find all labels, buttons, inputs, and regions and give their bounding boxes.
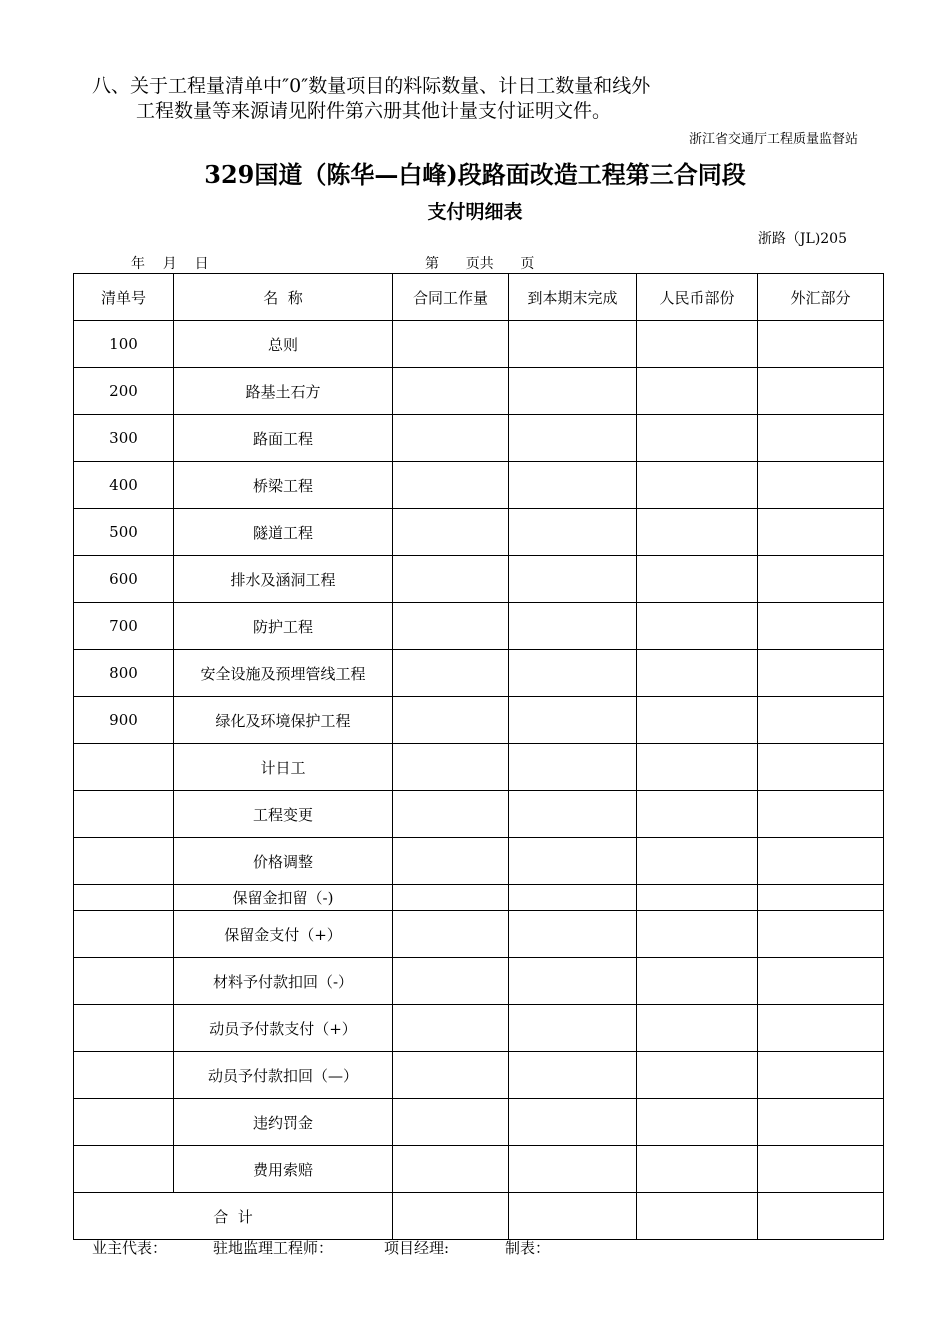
row-code	[74, 744, 174, 791]
table-cell	[509, 650, 637, 697]
header-foreign-portion: 外汇部分	[758, 274, 884, 321]
table-cell	[393, 415, 509, 462]
table-cell	[758, 838, 884, 885]
table-cell	[393, 697, 509, 744]
table-cell	[393, 556, 509, 603]
table-cell	[637, 1052, 758, 1099]
table-row	[74, 1005, 884, 1052]
table-cell	[393, 1052, 509, 1099]
table-cell	[758, 650, 884, 697]
table-cell	[393, 911, 509, 958]
table-cell	[509, 1052, 637, 1099]
row-name: 安全设施及预埋管线工程	[174, 650, 393, 697]
row-code: 400	[74, 462, 174, 509]
table-cell	[637, 911, 758, 958]
table-cell	[393, 958, 509, 1005]
table-cell	[393, 368, 509, 415]
table-cell	[758, 744, 884, 791]
row-name: 绿化及环境保护工程	[174, 697, 393, 744]
table-cell	[758, 697, 884, 744]
row-name: 总则	[174, 321, 393, 368]
table-row	[74, 744, 884, 791]
row-name: 工程变更	[174, 791, 393, 838]
table-cell	[509, 462, 637, 509]
table-cell	[393, 838, 509, 885]
table-cell	[758, 791, 884, 838]
project-manager-label: 项目经理:	[384, 1239, 450, 1257]
table-cell	[637, 697, 758, 744]
row-code	[74, 1005, 174, 1052]
header-code: 清单号	[74, 274, 174, 321]
table-row	[74, 415, 884, 462]
table-cell	[758, 1052, 884, 1099]
header-completed-to-date: 到本期末完成	[509, 274, 637, 321]
table-cell	[509, 744, 637, 791]
row-name: 路基土石方	[174, 368, 393, 415]
table-cell	[758, 556, 884, 603]
owner-representative-label: 业主代表：	[92, 1239, 168, 1257]
table-row	[74, 321, 884, 368]
row-code: 500	[74, 509, 174, 556]
table-row	[74, 650, 884, 697]
table-cell	[637, 1005, 758, 1052]
total-label: 合 计	[74, 1193, 393, 1240]
row-code: 900	[74, 697, 174, 744]
row-code	[74, 1099, 174, 1146]
table-cell	[758, 321, 884, 368]
table-cell	[393, 509, 509, 556]
table-row	[74, 697, 884, 744]
table-cell	[509, 321, 637, 368]
table-cell	[637, 744, 758, 791]
table-cell	[637, 368, 758, 415]
table-cell	[637, 838, 758, 885]
payment-detail-table	[73, 273, 884, 1240]
table-cell	[637, 415, 758, 462]
row-code: 700	[74, 603, 174, 650]
table-cell	[758, 911, 884, 958]
table-row	[74, 603, 884, 650]
table-cell	[509, 885, 637, 911]
table-cell	[509, 1005, 637, 1052]
table-cell	[637, 650, 758, 697]
row-code	[74, 958, 174, 1005]
table-cell	[758, 415, 884, 462]
note-line-1: 八、关于工程量清单中″0″数量项目的料际数量、计日工数量和线外	[92, 75, 651, 97]
table-row	[74, 1052, 884, 1099]
row-name: 材料予付款扣回（-）	[174, 958, 393, 1005]
table-cell	[637, 1146, 758, 1193]
table-cell	[509, 1146, 637, 1193]
table-cell	[393, 1193, 509, 1240]
table-cell	[509, 603, 637, 650]
organization-label: 浙江省交通厅工程质量监督站	[688, 132, 858, 147]
page-line: 第 页共 页	[425, 256, 535, 272]
table-row	[74, 462, 884, 509]
table-row	[74, 1099, 884, 1146]
row-name: 费用索赔	[174, 1146, 393, 1193]
table-cell	[393, 1099, 509, 1146]
header-rmb-portion: 人民币部份	[637, 274, 758, 321]
table-cell	[637, 885, 758, 911]
table-cell	[637, 1193, 758, 1240]
row-name: 路面工程	[174, 415, 393, 462]
table-cell	[509, 368, 637, 415]
table-cell	[758, 1005, 884, 1052]
table-cell	[758, 603, 884, 650]
row-code: 200	[74, 368, 174, 415]
header-contract-amount: 合同工作量	[393, 274, 509, 321]
table-cell	[637, 509, 758, 556]
row-code	[74, 911, 174, 958]
table-cell	[758, 885, 884, 911]
form-number: 浙路（JL)205	[757, 231, 847, 247]
table-cell	[509, 791, 637, 838]
table-cell	[758, 1146, 884, 1193]
table-cell	[758, 1193, 884, 1240]
table-cell	[637, 958, 758, 1005]
table-cell	[758, 958, 884, 1005]
table-cell	[637, 603, 758, 650]
preparer-label: 制表：	[505, 1239, 551, 1257]
row-name: 计日工	[174, 744, 393, 791]
header-name: 名 称	[174, 274, 393, 321]
table-cell	[637, 321, 758, 368]
table-cell	[637, 1099, 758, 1146]
table-cell	[393, 603, 509, 650]
row-name: 排水及涵洞工程	[174, 556, 393, 603]
table-row	[74, 368, 884, 415]
table-row	[74, 1146, 884, 1193]
row-name: 隧道工程	[174, 509, 393, 556]
table-cell	[509, 958, 637, 1005]
table-row	[74, 791, 884, 838]
table-row	[74, 885, 884, 911]
row-name: 防护工程	[174, 603, 393, 650]
resident-supervisor-label: 驻地监理工程师：	[213, 1239, 334, 1257]
row-name: 动员予付款支付（+）	[174, 1005, 393, 1052]
row-code	[74, 838, 174, 885]
row-code	[74, 1052, 174, 1099]
table-row	[74, 838, 884, 885]
row-code	[74, 885, 174, 911]
table-row	[74, 911, 884, 958]
table-cell	[393, 1005, 509, 1052]
table-cell	[393, 885, 509, 911]
row-name: 保留金支付（+）	[174, 911, 393, 958]
table-cell	[758, 368, 884, 415]
row-name: 价格调整	[174, 838, 393, 885]
table-cell	[393, 321, 509, 368]
row-code	[74, 1146, 174, 1193]
table-cell	[509, 1193, 637, 1240]
table-cell	[637, 791, 758, 838]
table-cell	[509, 415, 637, 462]
table-cell	[509, 1099, 637, 1146]
table-row	[74, 509, 884, 556]
row-code	[74, 791, 174, 838]
table-cell	[509, 838, 637, 885]
row-name: 动员予付款扣回（—）	[174, 1052, 393, 1099]
note-line-2: 工程数量等来源请见附件第六册其他计量支付证明文件。	[136, 100, 612, 122]
table-cell	[509, 556, 637, 603]
row-name: 桥梁工程	[174, 462, 393, 509]
row-code: 800	[74, 650, 174, 697]
table-cell	[758, 1099, 884, 1146]
table-cell	[509, 911, 637, 958]
document-title: 329国道（陈华—白峰)段路面改造工程第三合同段	[204, 160, 746, 189]
signature-footer	[92, 1237, 550, 1258]
table-row	[74, 958, 884, 1005]
table-cell	[637, 556, 758, 603]
table-header-row	[74, 274, 884, 321]
table-cell	[393, 462, 509, 509]
table-cell	[509, 697, 637, 744]
row-name: 保留金扣留（-)	[174, 885, 393, 911]
date-line: 年 月 日	[131, 256, 209, 272]
table-cell	[758, 462, 884, 509]
document-subtitle: 支付明细表	[427, 201, 523, 223]
table-cell	[393, 650, 509, 697]
table-cell	[758, 509, 884, 556]
table-row	[74, 556, 884, 603]
total-row	[74, 1193, 884, 1240]
table-cell	[637, 462, 758, 509]
row-code: 300	[74, 415, 174, 462]
row-code: 100	[74, 321, 174, 368]
row-code: 600	[74, 556, 174, 603]
table-cell	[393, 744, 509, 791]
table-cell	[509, 509, 637, 556]
row-name: 违约罚金	[174, 1099, 393, 1146]
table-cell	[393, 791, 509, 838]
table-cell	[393, 1146, 509, 1193]
